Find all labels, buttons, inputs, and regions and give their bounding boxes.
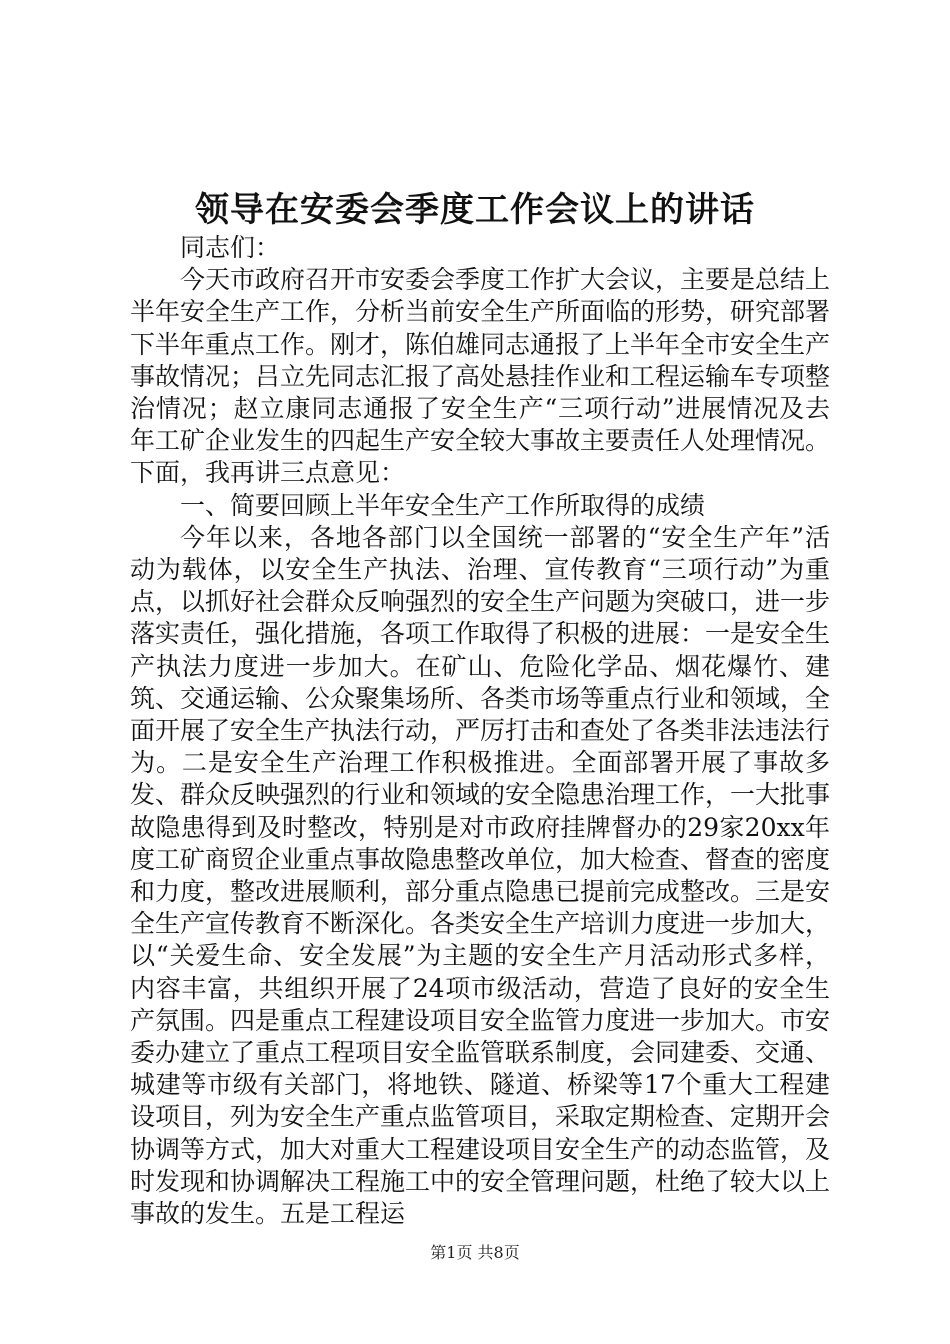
paragraph-intro: 今天市政府召开市安委会季度工作扩大会议，主要是总结上半年安全生产工作，分析当前安全生产所面临的形势，研究部署下半年重点工作。刚才，陈伯雄同志通报了上半年全市安全生产事故情况；吕立先同志汇报了高处悬挂作业和工程运输车专项整治情况；赵立康同志通报了安全生产“三项行动”进展情况及去年工矿企业发生的四起生产安全较大事故主要责任人处理情况。下面，我再讲三点意见：	[130, 265, 831, 488]
section-heading: 一、简要回顾上半年安全生产工作所取得的成绩	[180, 490, 706, 520]
page-footer: 第1页 共8页	[430, 1243, 520, 1262]
document-body	[130, 232, 830, 1230]
document-title: 领导在安委会季度工作会议上的讲话	[195, 190, 755, 230]
salutation: 同志们：	[180, 233, 281, 262]
paragraph-achievements: 今年以来，各地各部门以全国统一部署的“安全生产年”活动为载体，以安全生产执法、治理、宣传教育“三项行动”为重点，以抓好社会群众反响强烈的安全生产问题为突破口，进一步落实责任，强化措施，各项工作取得了积极的进展：一是安全生产执法力度进一步加大。在矿山、危险化学品、烟花爆竹、建筑、交通运输、公众聚集场所、各类市场等重点行业和领域，全面开展了安全生产执法行动，严厉打击和查处了各类非法违法行为。二是安全生产治理工作积极推进。全面部署开展了事故多发、群众反映强烈的行业和领域的安全隐患治理工作，一大批事故隐患得到及时整改，特别是对市政府挂牌督办的29家20xx年度工矿商贸企业重点事故隐患整改单位，加大检查、督查的密度和力度，整改进展顺利，部分重点隐患已提前完成整改。三是安全生产宣传教育不断深化。各类安全生产培训力度进一步加大，以“关爱生命、安全发展”为主题的安全生产月活动形式多样，内容丰富，共组织开展了24项市级活动，营造了良好的安全生产氛围。四是重点工程建设项目安全监管力度进一步加大。市安委办建立了重点工程项目安全监管联系制度，会同建委、交通、城建等市级有关部门，将地铁、隧道、桥梁等17个重大工程建设项目，列为安全生产重点监管项目，采取定期检查、定期开会协调等方式，加大对重大工程建设项目安全生产的动态监管，及时发现和协调解决工程施工中的安全管理问题，杜绝了较大以上事故的发生。五是工程运	[130, 522, 831, 1229]
